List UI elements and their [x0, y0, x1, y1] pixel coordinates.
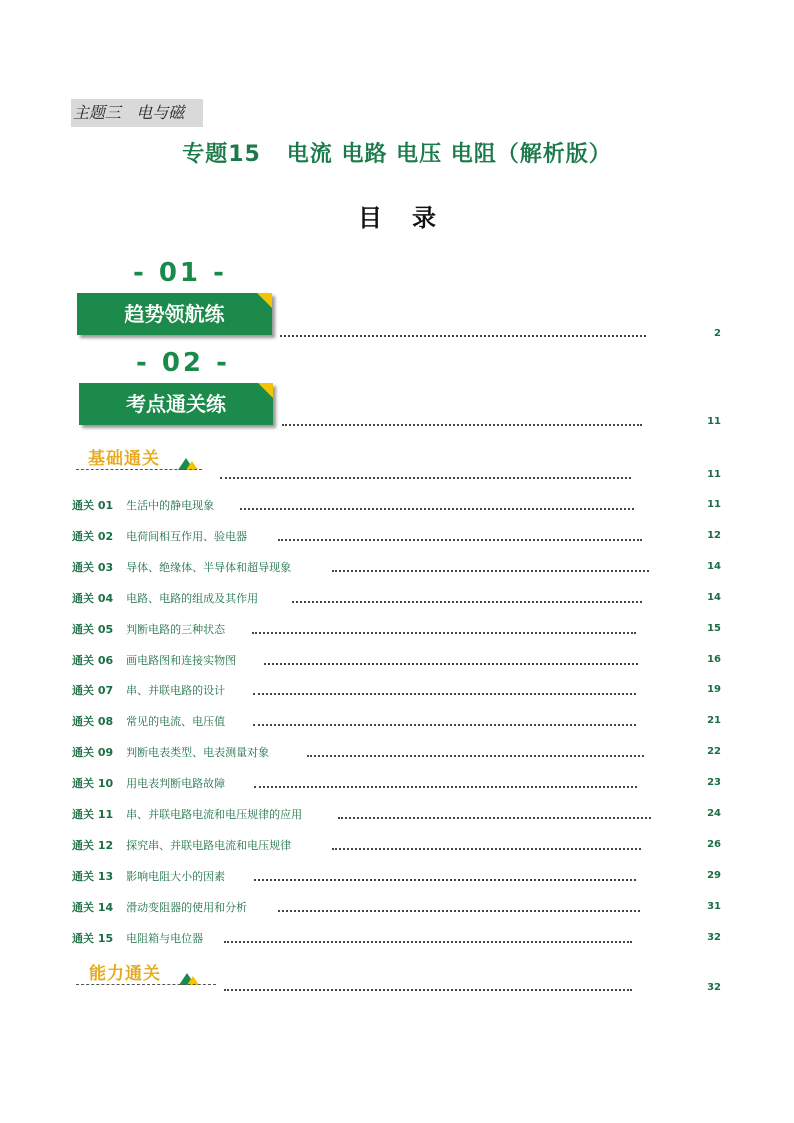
toc-entry-title: 串、并联电路电流和电压规律的应用: [126, 808, 303, 821]
toc-entry-title: 判断电路的三种状态: [126, 623, 226, 636]
toc-page-number[interactable]: 26: [707, 839, 721, 850]
toc-entry-title: 电阻箱与电位器: [126, 932, 204, 945]
toc-entry-title: 影响电阻大小的因素: [126, 870, 226, 883]
toc-leader: [307, 755, 644, 757]
toc-page-number[interactable]: 31: [707, 901, 721, 912]
section-number-02: - 02 -: [136, 348, 230, 378]
section-banner-label: 考点通关练: [126, 392, 226, 416]
toc-page-number[interactable]: 14: [707, 561, 721, 572]
toc-entry-code: 通关 13: [72, 870, 114, 883]
toc-leader: [264, 663, 638, 665]
toc-leader: [254, 879, 636, 881]
toc-leader: [240, 508, 634, 510]
toc-entry-title: 探究串、并联电路电流和电压规律: [126, 839, 292, 852]
toc-heading: 目录: [358, 204, 466, 232]
toc-entry[interactable]: [72, 744, 269, 760]
toc-leader: [278, 539, 642, 541]
toc-page-number[interactable]: 11: [707, 499, 721, 510]
subsection-underline: [76, 469, 202, 470]
toc-entry-title: 滑动变阻器的使用和分析: [126, 901, 248, 914]
toc-entry[interactable]: [72, 621, 225, 637]
toc-leader: [254, 786, 637, 788]
toc-page-number[interactable]: 21: [707, 715, 721, 726]
toc-entry[interactable]: [72, 899, 247, 915]
toc-entry-title: 串、并联电路的设计: [126, 684, 226, 697]
document-title: 专题15 电流 电路 电压 电阻（解析版）: [182, 142, 612, 167]
banner-corner-icon: [257, 293, 272, 308]
toc-entry-code: 通关 07: [72, 684, 114, 697]
toc-entry-title: 用电表判断电路故障: [126, 777, 226, 790]
toc-leader: [280, 335, 646, 337]
toc-entry-code: 通关 12: [72, 839, 114, 852]
banner-corner-icon: [258, 383, 273, 398]
toc-entry[interactable]: [72, 528, 247, 544]
toc-page-number[interactable]: 16: [707, 654, 721, 665]
toc-entry-code: 通关 10: [72, 777, 114, 790]
toc-page-number[interactable]: 2: [714, 328, 721, 339]
toc-page-number[interactable]: 11: [707, 416, 721, 427]
toc-page-number[interactable]: 29: [707, 870, 721, 881]
toc-leader: [278, 910, 640, 912]
toc-entry[interactable]: [72, 497, 214, 513]
toc-entry-code: 通关 08: [72, 715, 114, 728]
section-number-01: - 01 -: [133, 258, 227, 288]
toc-entry-title: 判断电表类型、电表测量对象: [126, 746, 270, 759]
toc-leader: [332, 848, 641, 850]
toc-page-number[interactable]: 11: [707, 469, 721, 480]
toc-leader: [252, 632, 636, 634]
toc-page-number[interactable]: 22: [707, 746, 721, 757]
toc-entry[interactable]: [72, 868, 225, 884]
toc-page-number[interactable]: 12: [707, 530, 721, 541]
toc-entry[interactable]: [72, 652, 236, 668]
subsection-title-basic[interactable]: 基础通关: [88, 449, 160, 469]
toc-entry-title: 电路、电路的组成及其作用: [126, 592, 259, 605]
toc-leader: [282, 424, 642, 426]
toc-entry[interactable]: [72, 590, 258, 606]
toc-entry-code: 通关 02: [72, 530, 114, 543]
toc-page-number[interactable]: 15: [707, 623, 721, 634]
toc-entry[interactable]: [72, 930, 203, 946]
toc-entry[interactable]: [72, 682, 225, 698]
toc-entry-code: 通关 15: [72, 932, 114, 945]
toc-entry-code: 通关 14: [72, 901, 114, 914]
toc-entry-code: 通关 11: [72, 808, 114, 821]
toc-entry[interactable]: [72, 559, 291, 575]
toc-page-number[interactable]: 14: [707, 592, 721, 603]
section-banner-exam-points[interactable]: [79, 383, 273, 425]
toc-leader: [224, 989, 632, 991]
section-banner-label: 趋势领航练: [124, 302, 225, 326]
toc-leader: [332, 570, 649, 572]
toc-leader: [253, 724, 636, 726]
subsection-title-ability[interactable]: 能力通关: [89, 964, 161, 984]
toc-entry[interactable]: [72, 775, 225, 791]
topic-tag: 主题三 电与磁: [71, 99, 203, 127]
section-banner-trend[interactable]: [77, 293, 272, 335]
toc-page-number[interactable]: 23: [707, 777, 721, 788]
toc-entry-code: 通关 01: [72, 499, 114, 512]
toc-entry[interactable]: [72, 806, 302, 822]
toc-entry-code: 通关 09: [72, 746, 114, 759]
toc-entry-code: 通关 05: [72, 623, 114, 636]
toc-entry-title: 画电路图和连接实物图: [126, 654, 237, 667]
toc-leader: [253, 693, 636, 695]
mountain-icon: [179, 971, 199, 985]
toc-entry[interactable]: [72, 837, 291, 853]
toc-entry[interactable]: [72, 713, 225, 729]
subsection-underline: [76, 984, 216, 985]
toc-page-number[interactable]: 19: [707, 684, 721, 695]
toc-entry-title: 导体、绝缘体、半导体和超导现象: [126, 561, 292, 574]
toc-entry-title: 生活中的静电现象: [126, 499, 215, 512]
toc-entry-code: 通关 03: [72, 561, 114, 574]
toc-leader: [292, 601, 642, 603]
toc-entry-title: 电荷间相互作用、验电器: [126, 530, 248, 543]
toc-leader: [338, 817, 651, 819]
toc-leader: [220, 477, 631, 479]
toc-page-number[interactable]: 24: [707, 808, 721, 819]
toc-page-number[interactable]: 32: [707, 932, 721, 943]
mountain-icon: [178, 456, 198, 470]
toc-page-number[interactable]: 32: [707, 982, 721, 993]
toc-entry-code: 通关 04: [72, 592, 114, 605]
toc-entry-title: 常见的电流、电压值: [126, 715, 226, 728]
toc-entry-code: 通关 06: [72, 654, 114, 667]
toc-leader: [224, 941, 632, 943]
